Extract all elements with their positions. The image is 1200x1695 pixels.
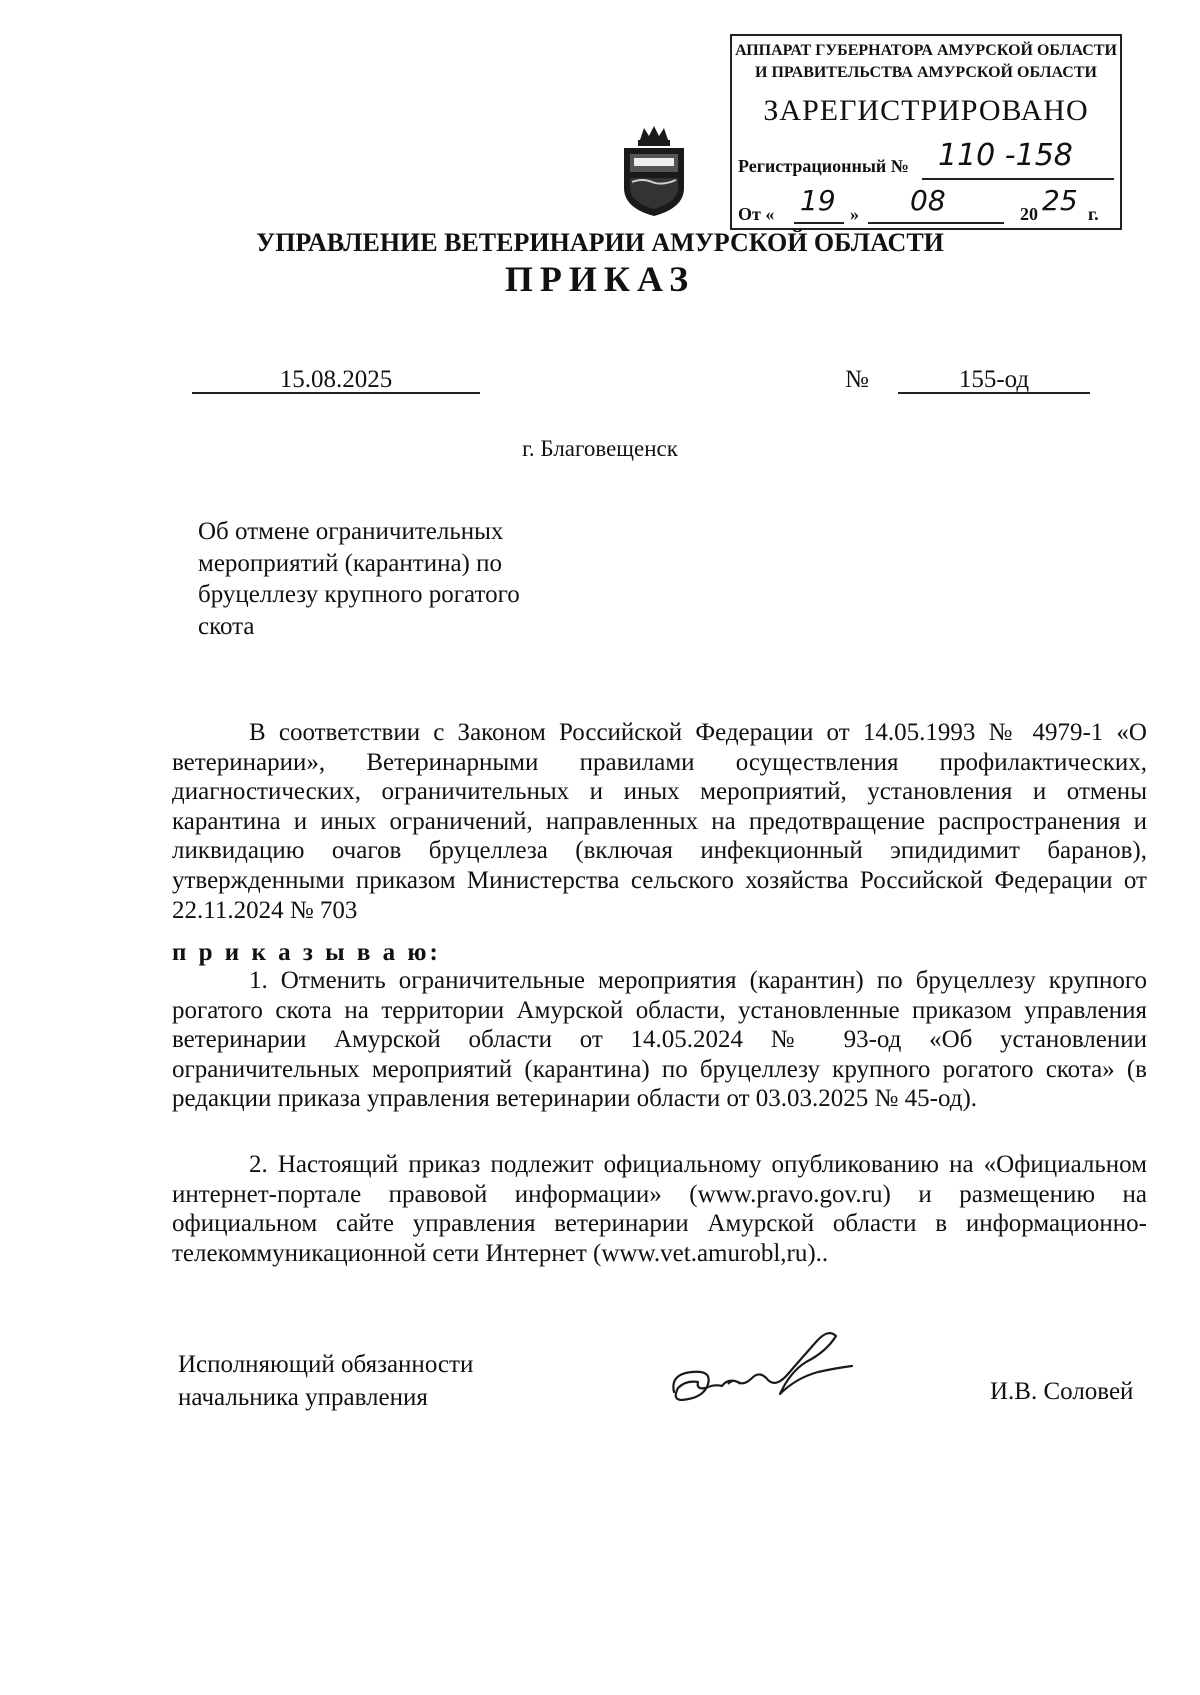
city: г. Благовещенск: [522, 436, 678, 461]
stamp-year-unit: г.: [1088, 204, 1099, 224]
stamp-org-line-2: И ПРАВИТЕЛЬСТВА АМУРСКОЙ ОБЛАСТИ: [755, 64, 1097, 81]
stamp-registered-label: ЗАРЕГИСТРИРОВАНО: [763, 94, 1089, 127]
order-item-2: 2. Настоящий приказ подлежит официальному опубликованию на «Официальном интернет-портале правовой информации» (www.pravo.gov.ru) и размещению на официальном сайте управления ветеринарии Амурской области в информационно-телекоммуникационной сети Интернет (www.vet.amurobl,ru)..: [172, 1151, 1147, 1267]
stamp-day-handwritten: 19: [800, 184, 836, 217]
order-item-1: 1. Отменить ограничительные мероприятия (карантин) по бруцеллезу крупного рогатого скота на территории Амурской области, установленные приказом управления ветеринарии Амурской области от 14.05.2024 № 93-од «Об установлении ограничительных мероприятий (карантина) по бруцеллезу крупного рогатого скота» (в редакции приказа управления ветеринарии области от 03.03.2025 № 45-од).: [172, 967, 1147, 1113]
order-number: 155-од: [898, 366, 1090, 394]
coat-of-arms-icon: [618, 122, 690, 218]
stamp-year-prefix: 20: [1020, 204, 1038, 224]
preamble-paragraph: В соответствии с Законом Российской Федерации от 14.05.1993 № 4979-1 «О ветеринарии», Ветеринарными правилами осуществления профилактических, диагностических, ограничительных и иных мероприятий, установления и отмены карантина и иных ограничений, направленных на предотвращение распространения и ликвидацию очагов бруцеллеза (включая инфекционный эпидидимит баранов), утвержденными приказом Министерства сельского хозяйства Российской Федерации от 22.11.2024 № 703: [172, 719, 1147, 924]
position-line: начальника управления: [178, 1384, 428, 1411]
order-subject: [198, 516, 598, 642]
order-number-sign: №: [845, 366, 869, 393]
order-word: п р и к а з ы в а ю:: [172, 939, 441, 966]
subject-line: скота: [198, 612, 255, 640]
reg-number-label: Регистрационный №: [738, 156, 909, 176]
document-title: ПРИКАЗ: [504, 259, 696, 299]
signatory-position: [178, 1348, 473, 1414]
order-date: 15.08.2025: [192, 366, 480, 394]
organization-name: УПРАВЛЕНИЕ ВЕТЕРИНАРИИ АМУРСКОЙ ОБЛАСТИ: [256, 228, 944, 257]
stamp-date-from-label: От «: [738, 204, 775, 224]
subject-line: Об отмене ограничительных: [198, 518, 504, 545]
stamp-year-handwritten: 25: [1042, 184, 1078, 217]
stamp-month-handwritten: 08: [910, 184, 946, 217]
handwritten-signature: [668, 1322, 858, 1422]
subject-line: бруцеллезу крупного рогатого: [198, 581, 520, 608]
stamp-org-line-1: АППАРАТ ГУБЕРНАТОРА АМУРСКОЙ ОБЛАСТИ: [735, 42, 1117, 59]
stamp-date-close-quote: »: [850, 204, 859, 224]
signer-name: И.В. Соловей: [990, 1378, 1134, 1405]
position-line: Исполняющий обязанности: [178, 1351, 474, 1378]
subject-line: мероприятий (карантина) по: [198, 549, 503, 577]
registration-stamp: [730, 34, 1122, 230]
reg-number-handwritten: 110 -158: [938, 138, 1073, 173]
